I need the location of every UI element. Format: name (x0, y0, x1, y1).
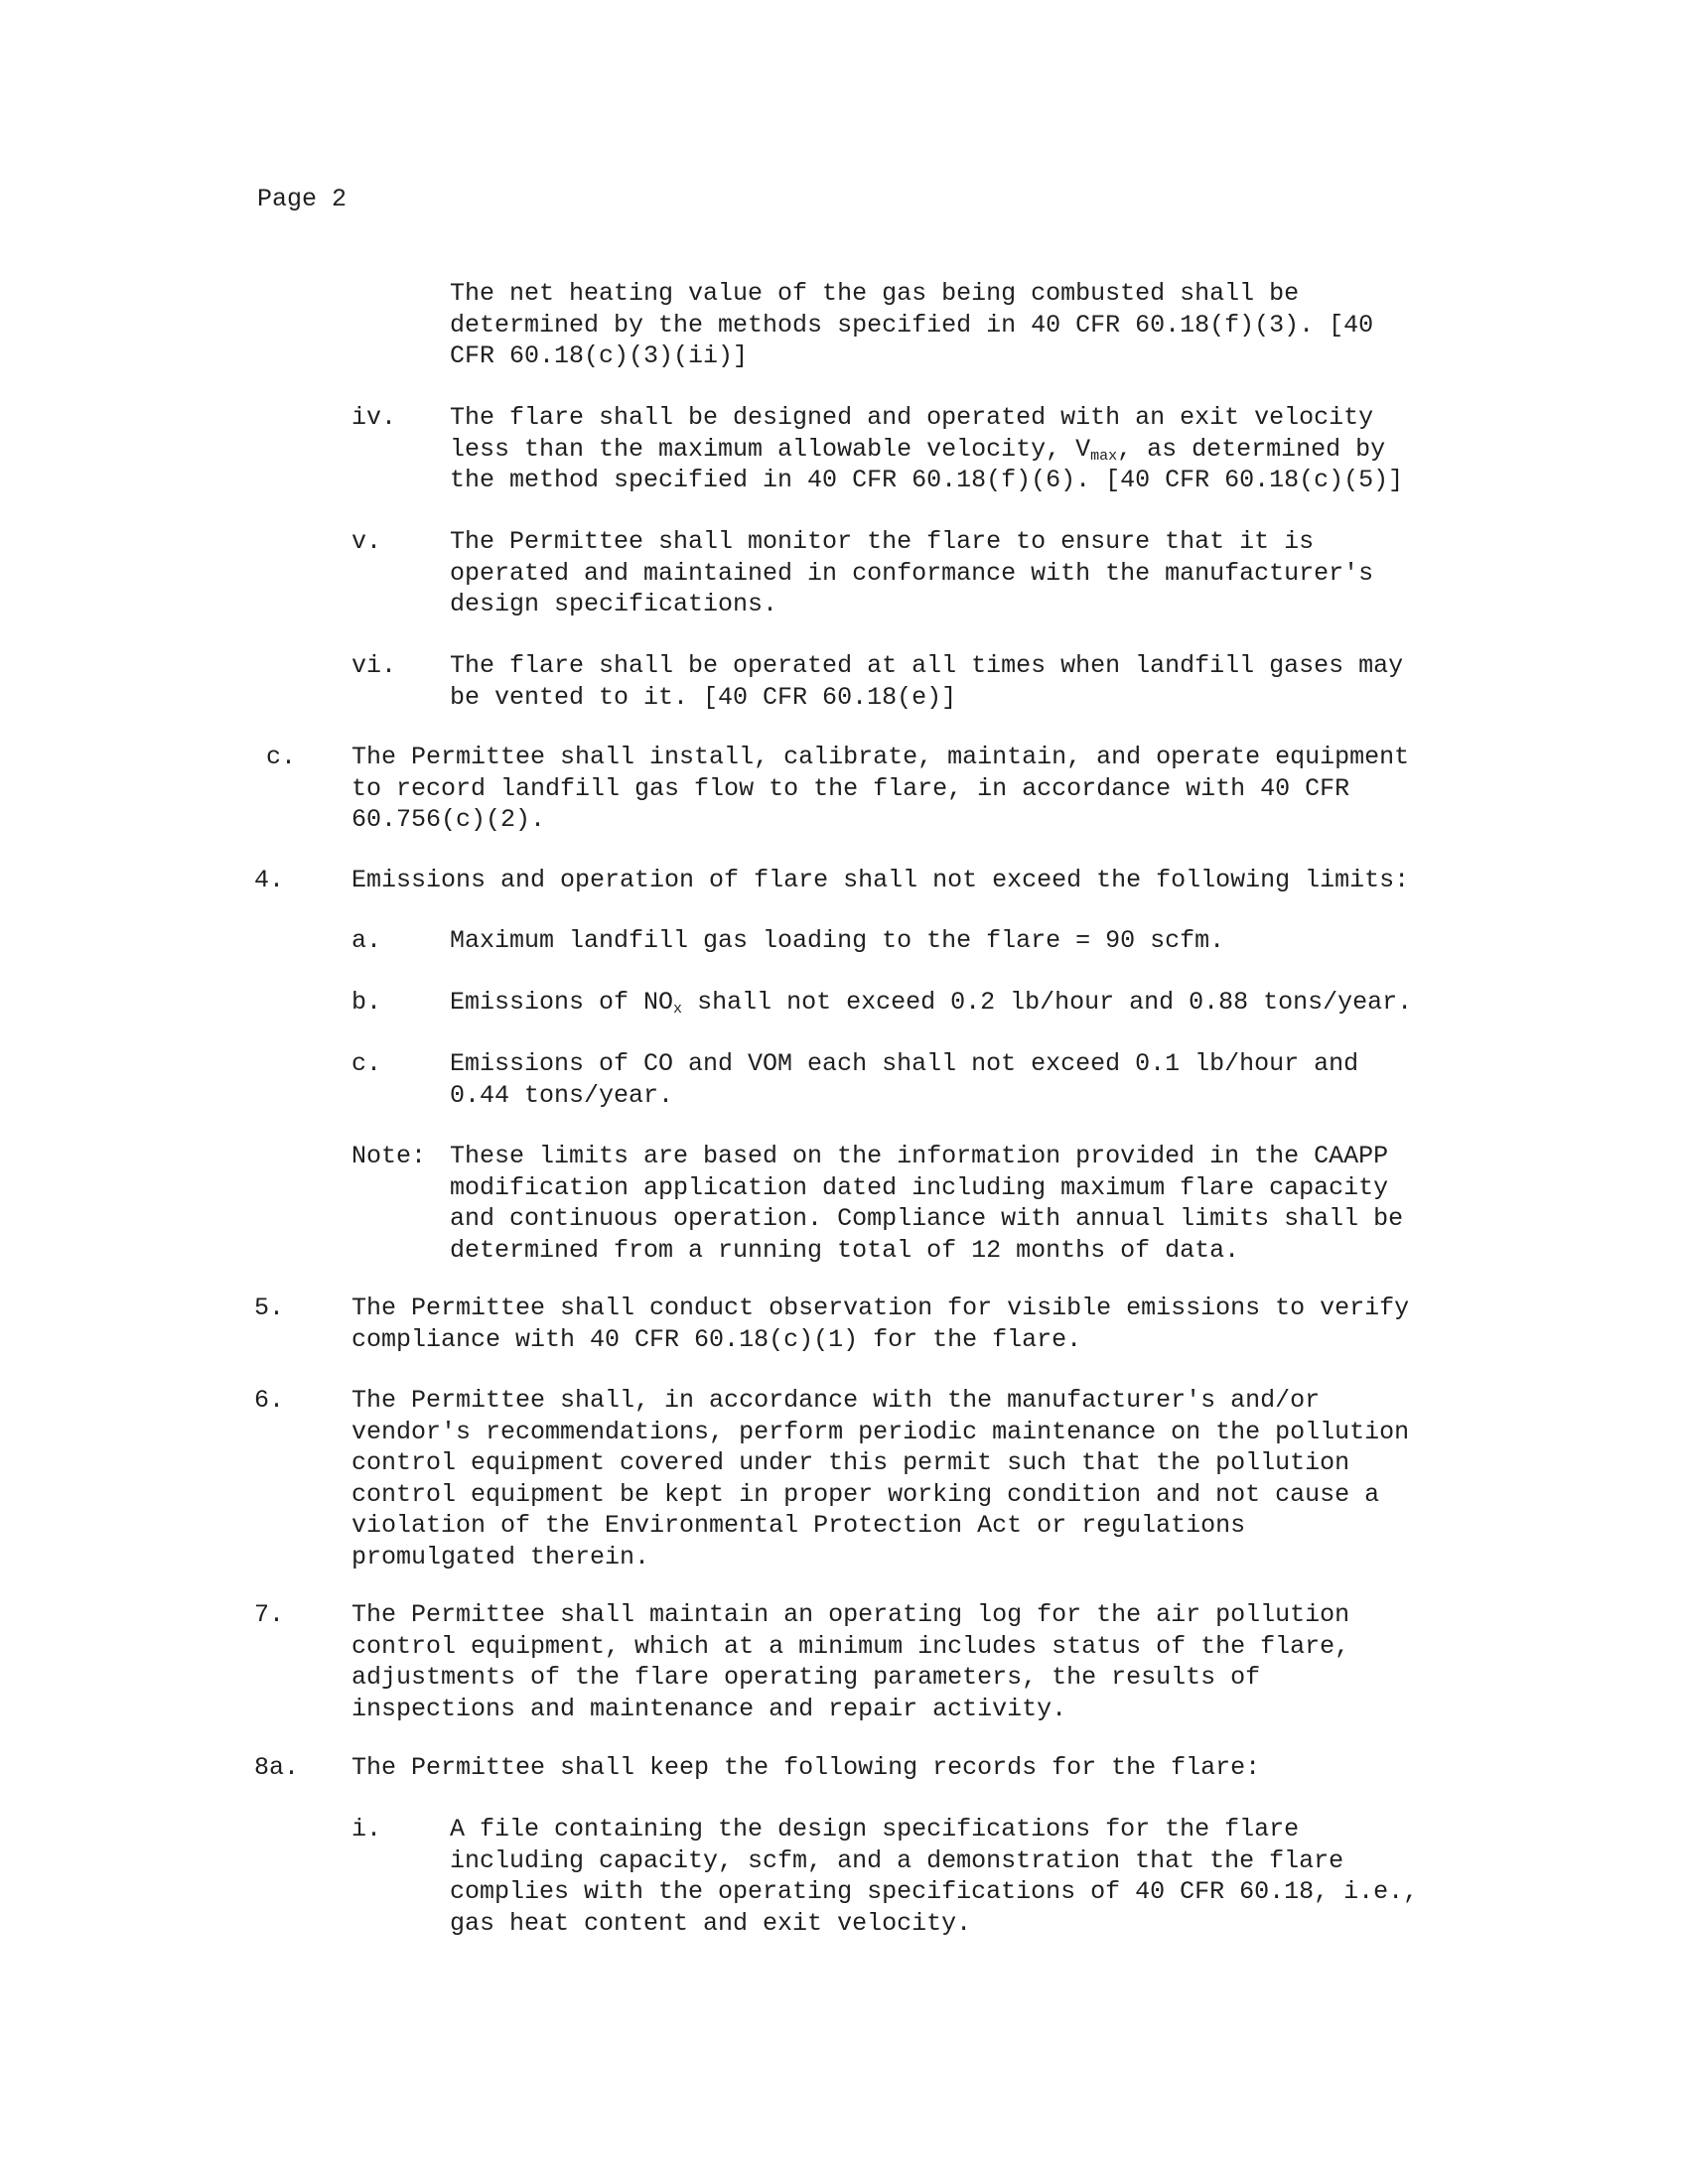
text-line: The flare shall be designed and operated with an exit velocity (450, 403, 1374, 432)
condition-text (351, 742, 1409, 836)
condition-text (351, 1752, 1260, 1784)
text-segment: Emissions of NO (450, 988, 674, 1017)
text-line: Emissions and operation of flare shall not exceed the following limits: (351, 866, 1410, 894)
text-line: The Permittee shall, in accordance with the manufacturer's and/or (351, 1386, 1321, 1415)
text-line: These limits are based on the information provided in the CAAPP (450, 1142, 1389, 1170)
condition-text (450, 650, 1403, 713)
item-label: 8a. (254, 1753, 300, 1782)
item-label: a. (351, 926, 382, 955)
item-label: b. (351, 988, 382, 1017)
item-label: c. (266, 743, 297, 771)
text-line: The Permittee shall monitor the flare to ensure that it is (450, 527, 1315, 556)
item-label: iv. (351, 403, 397, 432)
text-line: The Permittee shall install, calibrate, maintain, and operate equipment (351, 743, 1410, 771)
condition-text (351, 865, 1409, 896)
text-line: design specifications. (450, 590, 778, 618)
condition-text (450, 1048, 1358, 1111)
text-line: modification application dated including maximum flare capacity (450, 1172, 1389, 1202)
subscript: max (1090, 447, 1118, 465)
text-line: gas heat content and exit velocity. (450, 1908, 972, 1938)
page-number: Page 2 (257, 185, 348, 213)
item-label: 7. (254, 1600, 285, 1629)
text-line: Maximum landfill gas loading to the flare = 90 scfm. (450, 926, 1225, 955)
text-line: The Permittee shall keep the following records for the flare: (351, 1753, 1261, 1782)
text-line: to record landfill gas flow to the flare, in accordance with 40 CFR (351, 773, 1350, 803)
text-line: promulgated therein. (351, 1542, 650, 1571)
text-line (450, 434, 1403, 466)
text-line: be vented to it. [40 CFR 60.18(e)] (450, 682, 957, 712)
text-line: The Permittee shall conduct observation for visible emissions to verify (351, 1294, 1410, 1322)
item-label: vi. (351, 651, 397, 680)
text-line: The flare shall be operated at all times when landfill gases may (450, 651, 1404, 680)
condition-text (450, 987, 1412, 1019)
text-line: 0.44 tons/year. (450, 1080, 674, 1110)
text-line: including capacity, scfm, and a demonstration that the flare (450, 1845, 1344, 1875)
condition-text (450, 925, 1224, 957)
text-line: inspections and maintenance and repair activity. (351, 1694, 1067, 1723)
item-label: i. (351, 1815, 382, 1843)
condition-text (351, 1599, 1349, 1724)
note-text (450, 1141, 1403, 1266)
text-line: A file containing the design specifications for the flare (450, 1815, 1300, 1843)
item-label: 4. (254, 866, 285, 894)
text-segment: less than the maximum allowable velocity, V (450, 434, 1091, 464)
subscript: x (673, 1001, 683, 1018)
text-segment: shall not exceed 0.2 lb/hour and 0.88 tons/year. (682, 988, 1413, 1017)
text-line: adjustments of the flare operating parameters, the results of (351, 1663, 1261, 1692)
text-line: determined from a running total of 12 months of data. (450, 1235, 1240, 1265)
text-line: operated and maintained in conformance with the manufacturer's (450, 558, 1374, 588)
text-line: The Permittee shall maintain an operating log for the air pollution (351, 1600, 1350, 1629)
text-line: determined by the methods specified in 40 CFR 60.18(f)(3). [40 (450, 310, 1374, 340)
text-line: control equipment be kept in proper working condition and not cause a (351, 1479, 1380, 1509)
text-line: vendor's recommendations, perform periodic maintenance on the pollution (351, 1417, 1410, 1446)
text-segment: , as determined by (1117, 434, 1386, 464)
text-line: Emissions of CO and VOM each shall not exceed 0.1 lb/hour and (450, 1049, 1359, 1078)
text-line: control equipment, which at a minimum includes status of the flare, (351, 1631, 1350, 1661)
condition-text (450, 526, 1373, 620)
text-line: The net heating value of the gas being combusted shall be (450, 279, 1300, 308)
condition-text (450, 278, 1373, 372)
text-line: 60.756(c)(2). (351, 805, 546, 834)
item-label: c. (351, 1049, 382, 1078)
text-line: CFR 60.18(c)(3)(ii)] (450, 341, 749, 370)
condition-text (351, 1293, 1409, 1355)
text-line: compliance with 40 CFR 60.18(c)(1) for the flare. (351, 1324, 1082, 1354)
item-label: 5. (254, 1294, 285, 1322)
text-line: violation of the Environmental Protection Act or regulations (351, 1511, 1246, 1540)
text-line: and continuous operation. Compliance with annual limits shall be (450, 1204, 1404, 1233)
condition-text (450, 402, 1403, 496)
condition-text (450, 1814, 1418, 1939)
text-line: the method specified in 40 CFR 60.18(f)(6). [40 CFR 60.18(c)(5)] (450, 466, 1404, 494)
note-label: Note: (351, 1142, 427, 1170)
item-label: v. (351, 527, 382, 556)
text-line (450, 987, 1412, 1019)
item-label: 6. (254, 1386, 285, 1415)
text-line: control equipment covered under this permit such that the pollution (351, 1448, 1350, 1477)
condition-text (351, 1385, 1409, 1572)
text-line: complies with the operating specifications of 40 CFR 60.18, i.e., (450, 1877, 1419, 1906)
